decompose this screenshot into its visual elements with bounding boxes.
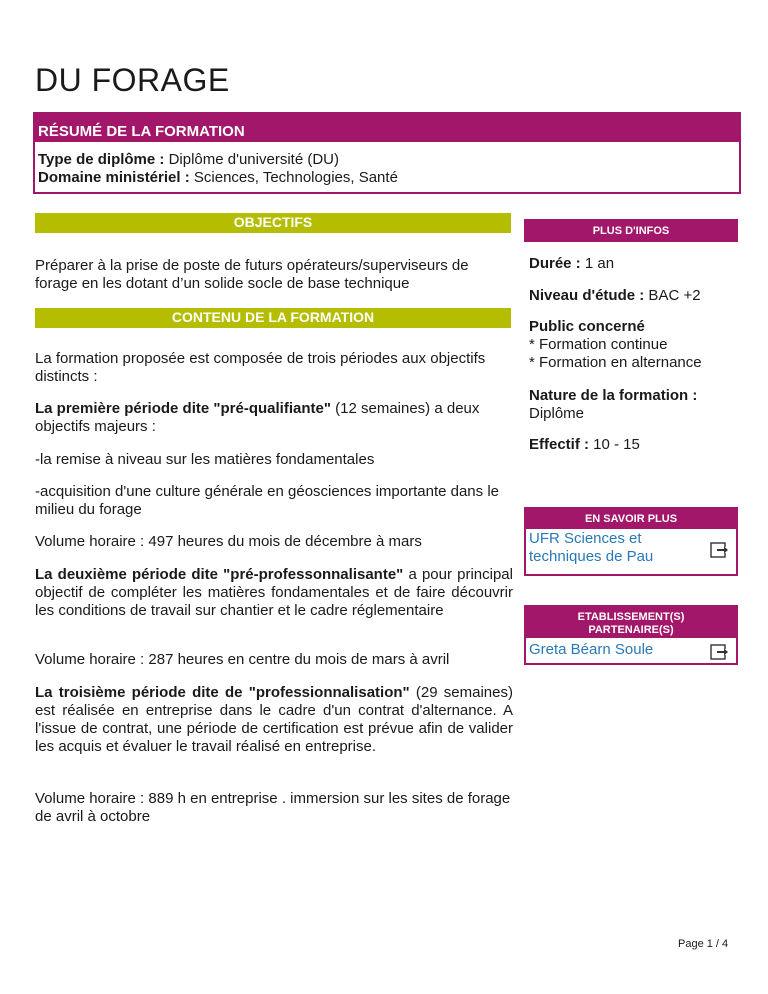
external-link-icon[interactable] [710,644,730,660]
greta-link[interactable]: Greta Béarn Soule [529,641,654,658]
training-nature-label: Nature de la formation : [529,387,698,404]
diploma-type-value: Diplôme d'université (DU) [164,151,339,168]
period1-item: -acquisition d'une culture générale en géosciences importante dans le milieu du forage [35,483,499,518]
duration-label: Durée : [529,255,581,272]
headcount-label: Effectif : [529,436,589,453]
period2-title: La deuxième période dite "pré-professonnalisante" [35,566,404,583]
period3-volume: Volume horaire : 889 h en entreprise . immersion sur les sites de forage de avril à octobre [35,790,511,825]
headcount [529,436,739,454]
contenu-heading: CONTENU DE LA FORMATION [35,308,511,328]
study-level-value: BAC +2 [644,287,701,304]
study-level [529,287,739,305]
page-number: Page 1 / 4 [678,938,729,950]
duration-value: 1 an [580,255,615,272]
training-nature [529,387,739,423]
period1-item: -la remise à niveau sur les matières fondamentales [35,451,375,468]
partners-box [524,605,738,665]
period2-text: a pour principal objectif de compléter les matières fondamentales et de faire découvrir les conditions de travail sur chantier et le cadre réglementaire [35,566,513,619]
training-nature-value: Diplôme [529,405,585,422]
period3-text: (29 semaines) est réalisée en entreprise dans le cadre d'un contrat d'alternance. A l'issue de contrat, une période de certification est prévue afin de valider les acquis et évaluer le travail réalisé en entreprise. [35,684,513,755]
domain-label: Domaine ministériel : [38,169,190,186]
objectifs-text: Préparer à la prise de poste de futurs opérateurs/superviseurs de forage en les dotant d’un solide socle de base technique [35,257,469,292]
external-link-icon[interactable] [710,542,730,558]
audience-item: * Formation continue [529,336,668,353]
period2-volume: Volume horaire : 287 heures en centre du mois de mars à avril [35,651,450,668]
study-level-label: Niveau d'étude : [529,287,645,304]
contenu-intro: La formation proposée est composée de trois périodes aux objectifs distincts : [35,350,486,385]
domain [38,169,739,187]
resume-box [33,112,741,194]
infos-heading: PLUS D'INFOS [526,221,736,242]
period1-paragraph [35,400,513,436]
audience [529,318,739,372]
diploma-type-label: Type de diplôme : [38,151,165,168]
diploma-type [38,151,739,169]
period1-title: La première période dite "pré-qualifiante" [35,400,331,417]
domain-value: Sciences, Technologies, Santé [189,169,398,186]
period1-text: (12 semaines) a deux objectifs majeurs : [35,400,480,435]
period2-paragraph [35,566,513,620]
headcount-value: 10 - 15 [589,436,640,453]
partners-heading-line: PARTENAIRE(S) [588,624,674,636]
audience-item: * Formation en alternance [529,354,702,371]
learn-more-box [524,507,738,576]
partners-heading-line: ETABLISSEMENT(S) [577,611,685,623]
resume-body [35,142,739,187]
duration [529,255,739,273]
period3-title: La troisième période dite de "professionnalisation" [35,684,410,701]
infos-box [524,219,738,242]
partners-heading [526,607,736,638]
learn-more-heading: EN SAVOIR PLUS [526,509,736,529]
ufr-link[interactable]: UFR Sciences et techniques de Pau [529,530,654,565]
period1-volume: Volume horaire : 497 heures du mois de décembre à mars [35,533,422,550]
objectifs-heading: OBJECTIFS [35,213,511,233]
period3-paragraph [35,684,513,756]
resume-heading: RÉSUMÉ DE LA FORMATION [35,114,739,142]
page-title: DU FORAGE [35,62,230,98]
audience-label: Public concerné [529,318,645,335]
